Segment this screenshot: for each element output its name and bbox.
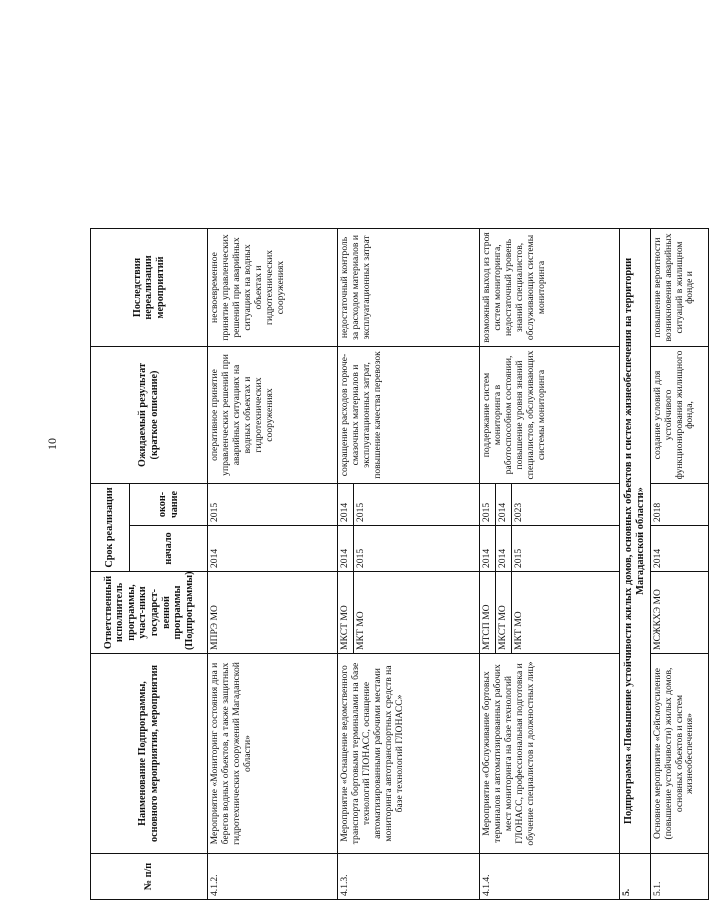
row-name: Мероприятие «Обслуживание бортовых терминалов и автоматизированных рабочих мест мониторинга на базе технологий ГЛОНАСС, профессиональная подготовка и обучение специалистов и должностных лиц» xyxy=(480,654,620,854)
end-2: 2014 xyxy=(496,484,512,525)
row-consequences: недостаточный контроль за расходом материалов и эксплуатационных затрат xyxy=(338,228,480,346)
subprogram-title: Подпрограмма «Повышение устойчивости жилых домов, основных объектов и систем жизнеобеспечения на территории Магаданской области» xyxy=(620,228,651,853)
row-start xyxy=(480,526,620,572)
end-1: 2014 xyxy=(338,484,354,525)
row-start: 2014 xyxy=(208,526,338,572)
executor-2: МКТ МО xyxy=(354,611,366,650)
executor-3: МКТ МО xyxy=(512,611,524,650)
start-1: 2014 xyxy=(338,526,354,571)
spacer-cell xyxy=(91,14,709,228)
start-1: 2014 xyxy=(480,526,496,571)
row-name: Основное мероприятие «Сейсмоусиление (повышение устойчивости) жилых домов, основных объектов и систем жизнеобеспечения» xyxy=(650,654,708,854)
row-result: сокращение расходов горюче-смазочных материалов и эксплуатационных затрат, повышение качества перевозок xyxy=(338,346,480,483)
program-activities-table xyxy=(90,14,709,900)
rotated-table-container xyxy=(90,15,696,900)
header-end: окон-чание xyxy=(130,483,208,525)
start-3: 2015 xyxy=(512,548,524,568)
header-period: Срок реализации xyxy=(91,483,130,571)
row-consequences: возможный выход из строя систем мониторинга, недостаточный уровень знаний специалистов, обслуживающих системы мониторинга xyxy=(480,228,620,346)
end-3: 2023 xyxy=(512,502,524,522)
row-result: поддержание систем мониторинга в работоспособном состоянии, повышение уровня знаний специалистов, обслуживающих системы мониторинга xyxy=(480,346,620,483)
row-number: 4.1.4. xyxy=(480,854,620,900)
row-consequences: несвоевременное принятие управленческих решений при аварийных ситуациях на водных объектах и гидротехнических сооружениях xyxy=(208,228,338,346)
row-start: 2014 xyxy=(650,526,708,572)
row-name: Мероприятие «Оснащение ведомственного транспорта бортовыми терминалами на базе технологий ГЛОНАСС, оснащение автоматизированными рабочими местами мониторинга автотранспортных средств на базе технологий ГЛОНАСС» xyxy=(338,654,480,854)
row-number: 5.1. xyxy=(650,854,708,900)
row-executor xyxy=(480,572,620,654)
row-start xyxy=(338,526,480,572)
header-num: № п/п xyxy=(91,854,208,900)
row-executor: МПРЭ МО xyxy=(208,572,338,654)
start-2: 2014 xyxy=(496,526,512,571)
header-name: Наименование Подпрограммы, основного мероприятия, мероприятия xyxy=(91,654,208,854)
row-end xyxy=(338,483,480,525)
row-executor: МСЖКХЭ МО xyxy=(650,572,708,654)
row-number: 4.1.2. xyxy=(208,854,338,900)
row-number: 5. xyxy=(620,854,651,900)
row-executor xyxy=(338,572,480,654)
executor-1: МКСТ МО xyxy=(338,572,354,653)
end-1: 2015 xyxy=(480,484,496,525)
row-end: 2015 xyxy=(208,483,338,525)
header-consequences: Последствия нереализации мероприятий xyxy=(91,228,208,346)
executor-1: МТСП МО xyxy=(480,572,496,653)
row-result: оперативное принятие управленческих решений при аварийных ситуациях на водных объектах и гидротехнических сооружениях xyxy=(208,346,338,483)
row-end xyxy=(480,483,620,525)
executor-2: МКСТ МО xyxy=(496,572,512,653)
end-2: 2015 xyxy=(354,502,366,522)
header-executor: Ответственный исполнитель программы, участ-ники государст-венной программы (Подпрограммы) xyxy=(91,572,208,654)
row-result: создание условий для устойчивого функционирования жилищного фонда, xyxy=(650,346,708,483)
header-row xyxy=(91,14,130,899)
page-number: 10 xyxy=(45,438,59,450)
header-result: Ожидаемый результат (краткое описание) xyxy=(91,346,208,483)
row-name: Мероприятие «Мониторинг состояния дна и берегов водных объектов, а также защитных гидротехнических сооружений Магаданской области» xyxy=(208,654,338,854)
start-2: 2015 xyxy=(354,548,366,568)
row-consequences: повышение вероятности возникновения аварийных ситуаций в жилищном фонде и xyxy=(650,228,708,346)
row-end: 2018 xyxy=(650,483,708,525)
header-start: начало xyxy=(130,526,208,572)
row-number: 4.1.3. xyxy=(338,854,480,900)
